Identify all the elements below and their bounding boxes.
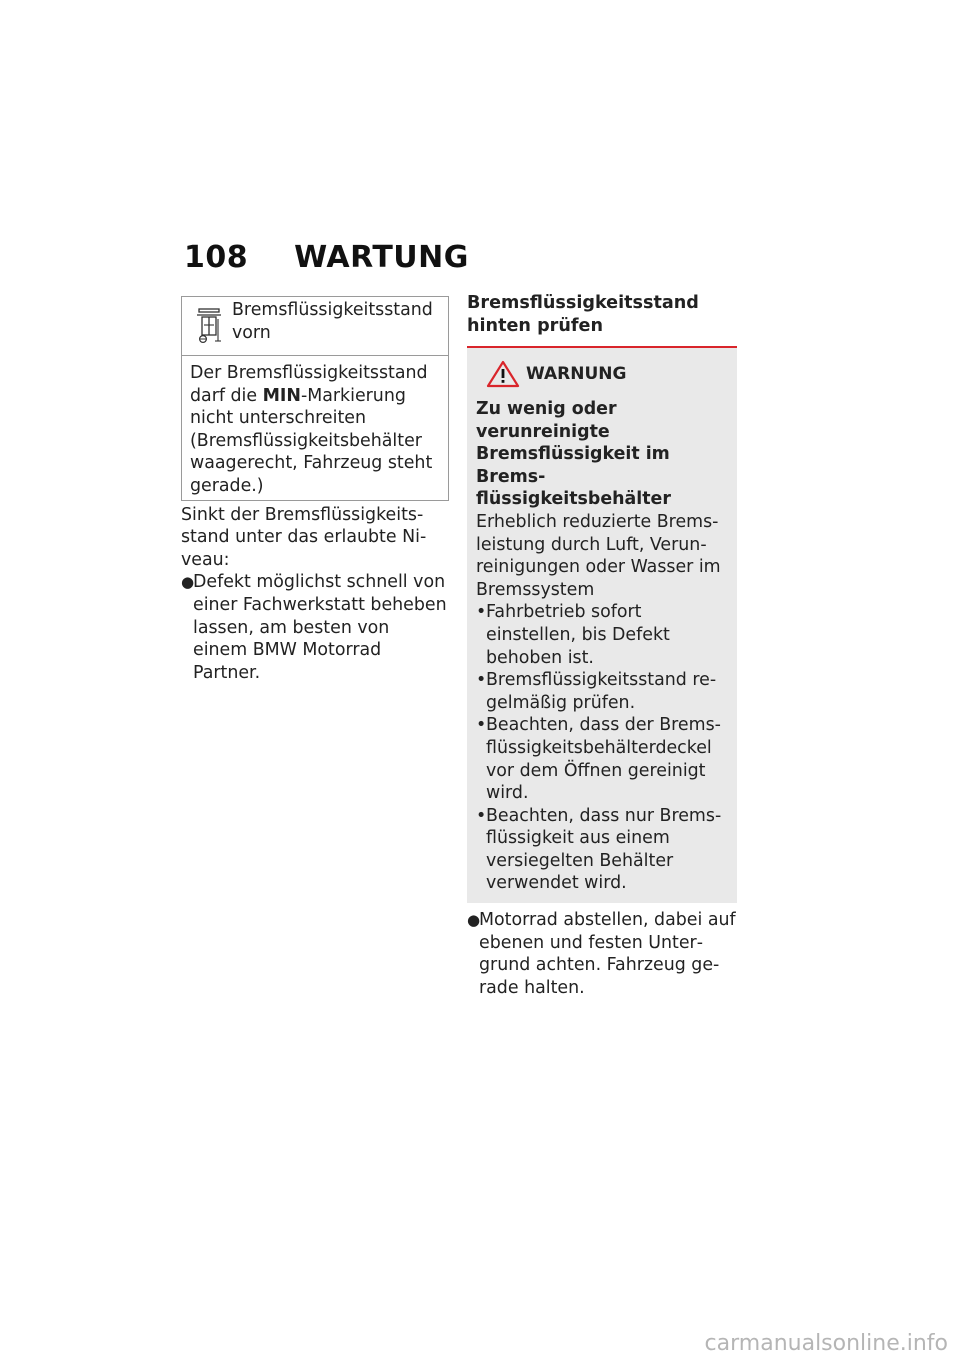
- warning-label: WARNUNG: [526, 363, 627, 384]
- warning-subtitle: Zu wenig oder verunreinigte Bremsflüssigkeit im Bremsflüssigkeitsbehälter: [476, 399, 671, 510]
- list-item-text: Bremsflüssigkeitsstand regelmäßig prüfen.: [486, 670, 717, 713]
- steps-list: [467, 909, 737, 999]
- list-item-text: Beachten, dass der Bremsflüssigkeitsbehälterdeckel vor dem Öffnen gereinigt wird.: [486, 715, 721, 804]
- bullet-icon: ●: [181, 573, 195, 592]
- warning-list: [476, 601, 728, 895]
- warning-box: [467, 348, 737, 903]
- left-bullet-list: [181, 571, 449, 684]
- level-paragraph: Sinkt der Bremsflüssigkeitsstand unter das erlaubte Niveau:: [181, 504, 427, 570]
- bullet-icon: •: [476, 602, 487, 623]
- spec-title: Bremsflüssigkeitsstand vorn: [232, 300, 433, 343]
- spec-text-min: MIN: [262, 385, 301, 406]
- warning-text: Erheblich reduzierte Bremsleistung durch Luft, Verunreinigungen oder Wasser im Bremssystem: [476, 511, 721, 600]
- spec-header: [182, 297, 448, 355]
- page-header: [184, 240, 469, 275]
- watermark: carmanualsonline.info: [704, 1331, 948, 1356]
- right-column: [467, 292, 737, 999]
- bullet-icon: •: [476, 715, 487, 736]
- spec-box: [181, 296, 449, 501]
- warning-header: [486, 360, 728, 388]
- chapter-title: WARTUNG: [294, 240, 469, 275]
- left-column: [181, 296, 449, 684]
- page-number: 108: [184, 240, 249, 275]
- list-item: [476, 805, 728, 895]
- list-item: [476, 714, 728, 804]
- spec-text-1: Der Bremsflüssigkeitsstand darf die: [190, 363, 428, 406]
- list-item-text: Beachten, dass nur Bremsflüssigkeit aus einem versiegelten Behälter verwendet wird.: [486, 805, 722, 894]
- bullet-icon: •: [476, 670, 487, 691]
- brake-fluid-reservoir-icon: [196, 307, 222, 345]
- list-item-text: Fahrbetrieb sofort einstellen, bis Defekt behoben ist.: [486, 602, 670, 668]
- spec-text-2: -Markierung nicht unterschreiten (Bremsflüssigkeitsbehälter waagerecht, Fahrzeug steht gerade.): [190, 385, 433, 496]
- list-item: [467, 909, 737, 999]
- spec-body: [182, 356, 448, 500]
- section-title: Bremsflüssigkeitsstand hinten prüfen: [467, 293, 699, 336]
- list-item: [476, 601, 728, 669]
- list-item: [181, 571, 449, 684]
- list-item-text: Motorrad abstellen, dabei auf ebenen und festen Untergrund achten. Fahrzeug gerade halten.: [479, 910, 736, 998]
- bullet-icon: ●: [467, 911, 481, 930]
- warning-triangle-icon: [486, 360, 520, 388]
- bullet-icon: •: [476, 805, 487, 826]
- list-item-text: Defekt möglichst schnell von einer Fachwerkstatt beheben lassen, am besten von einem BMW Motorrad Partner.: [193, 572, 447, 683]
- list-item: [476, 669, 728, 714]
